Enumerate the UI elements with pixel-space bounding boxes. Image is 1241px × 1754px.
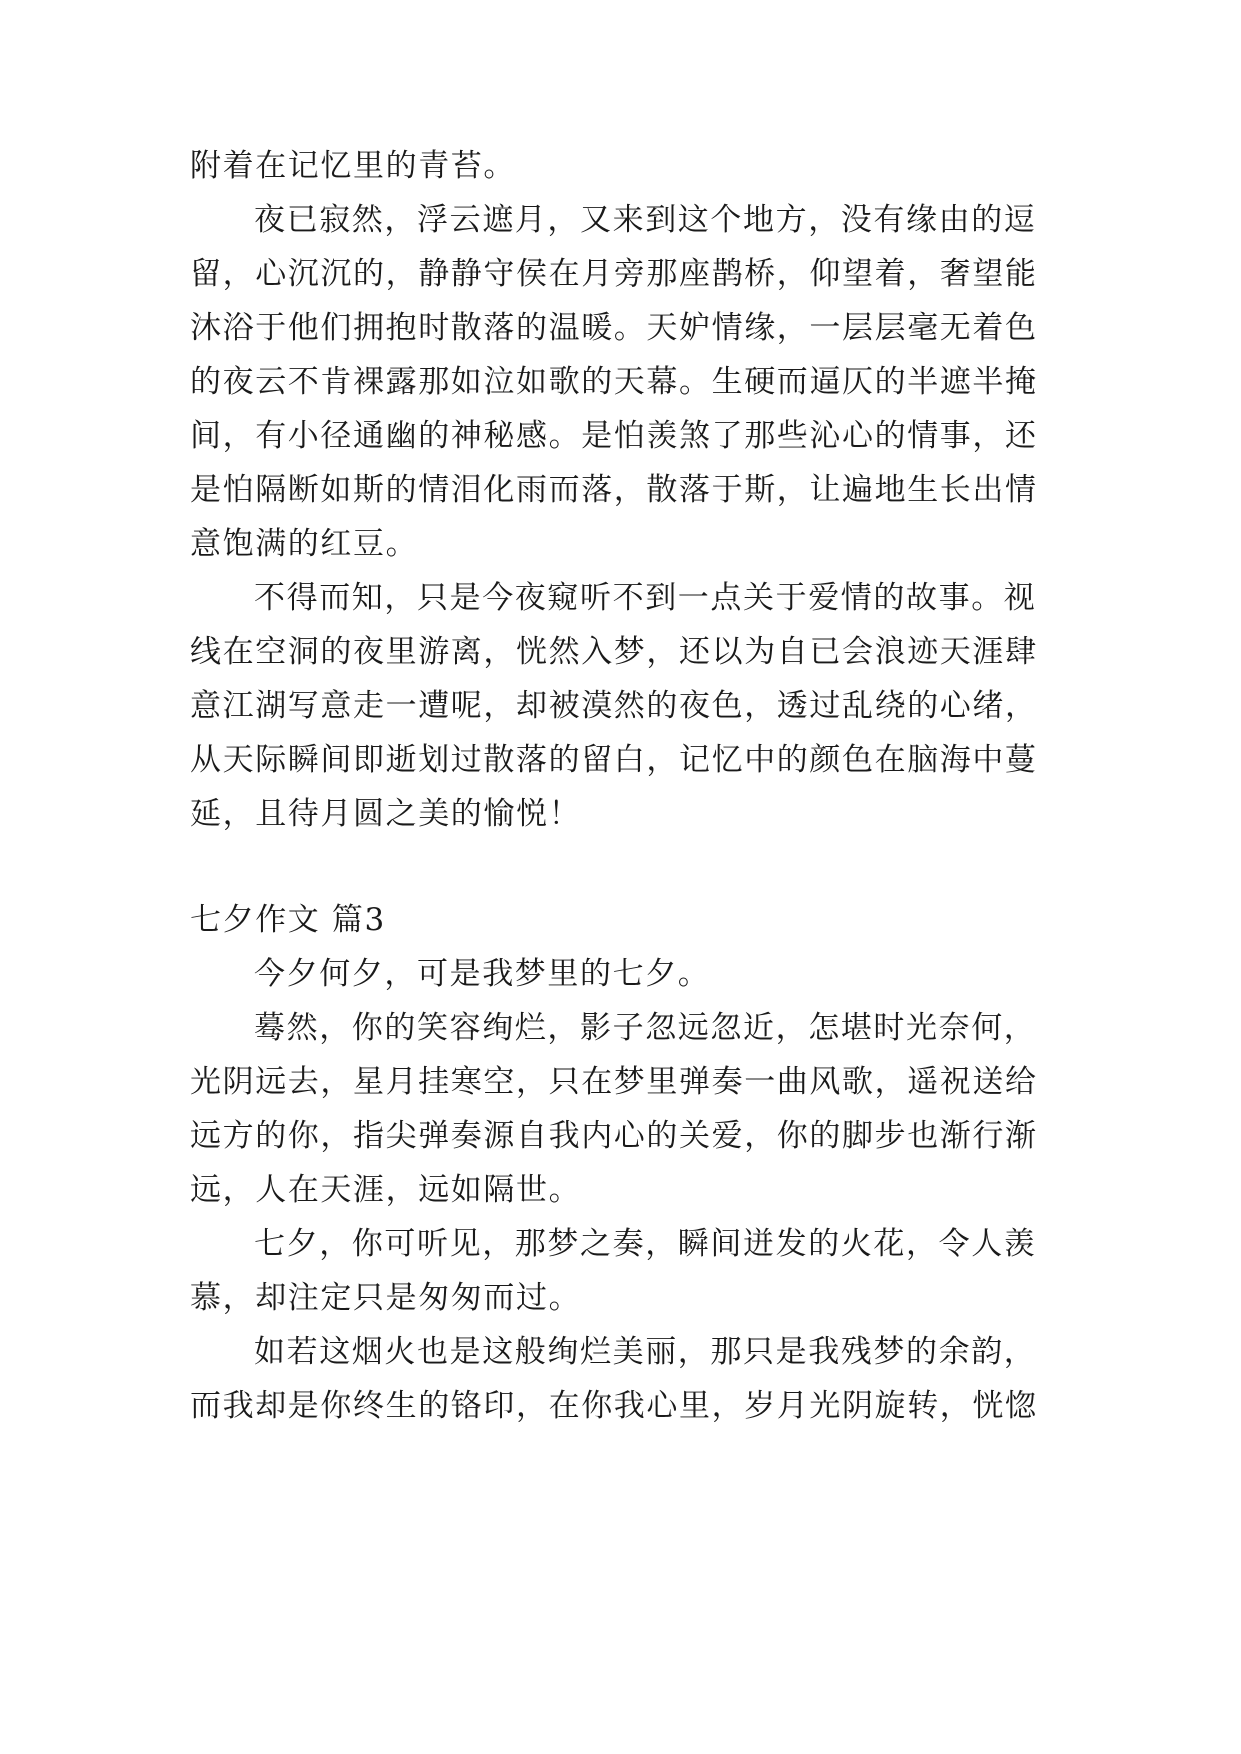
paragraph-line: 从天际瞬间即逝划过散落的留白，记忆中的颜色在脑海中蔓 (190, 742, 1038, 778)
section-heading: 七夕作文 篇3 (190, 902, 386, 938)
paragraph-line: 意江湖写意走一遭呢，却被漠然的夜色，透过乱绕的心绪， (190, 688, 1038, 724)
paragraph-line: 线在空洞的夜里游离，恍然入梦，还以为自已会浪迹天涯肆 (190, 634, 1038, 670)
paragraph-line: 今夕何夕，可是我梦里的七夕。 (254, 956, 711, 992)
paragraph-line: 附着在记忆里的青苔。 (190, 148, 516, 184)
paragraph-line: 如若这烟火也是这般绚烂美丽，那只是我残梦的余韵， (254, 1334, 1037, 1370)
paragraph-line: 不得而知，只是今夜窥听不到一点关于爱情的故事。视 (254, 580, 1037, 616)
paragraph-line: 留，心沉沉的，静静守侯在月旁那座鹊桥，仰望着，奢望能 (190, 256, 1038, 292)
paragraph-line: 的夜云不肯裸露那如泣如歌的天幕。生硬而逼仄的半遮半掩 (190, 364, 1038, 400)
paragraph-line: 是怕隔断如斯的情泪化雨而落，散落于斯，让遍地生长出情 (190, 472, 1038, 508)
paragraph-line: 远方的你，指尖弹奏源自我内心的关爱，你的脚步也渐行渐 (190, 1118, 1038, 1154)
paragraph-line: 间，有小径通幽的神秘感。是怕羡煞了那些沁心的情事，还 (190, 418, 1038, 454)
paragraph-line: 七夕，你可听见，那梦之奏，瞬间迸发的火花，令人羡 (254, 1226, 1037, 1262)
paragraph-line: 慕，却注定只是匆匆而过。 (190, 1280, 582, 1316)
paragraph-line: 延，且待月圆之美的愉悦！ (190, 796, 582, 832)
paragraph-line: 夜已寂然，浮云遮月，又来到这个地方，没有缘由的逗 (254, 202, 1037, 238)
paragraph-line: 蓦然，你的笑容绚烂，影子忽远忽近，怎堪时光奈何， (254, 1010, 1037, 1046)
paragraph-line: 意饱满的红豆。 (190, 526, 419, 562)
paragraph-line: 沐浴于他们拥抱时散落的温暖。天妒情缘，一层层毫无着色 (190, 310, 1038, 346)
paragraph-line: 远，人在天涯，远如隔世。 (190, 1172, 582, 1208)
paragraph-line: 光阴远去，星月挂寒空，只在梦里弹奏一曲风歌，遥祝送给 (190, 1064, 1038, 1100)
paragraph-line: 而我却是你终生的铬印，在你我心里，岁月光阴旋转，恍惚 (190, 1388, 1038, 1424)
